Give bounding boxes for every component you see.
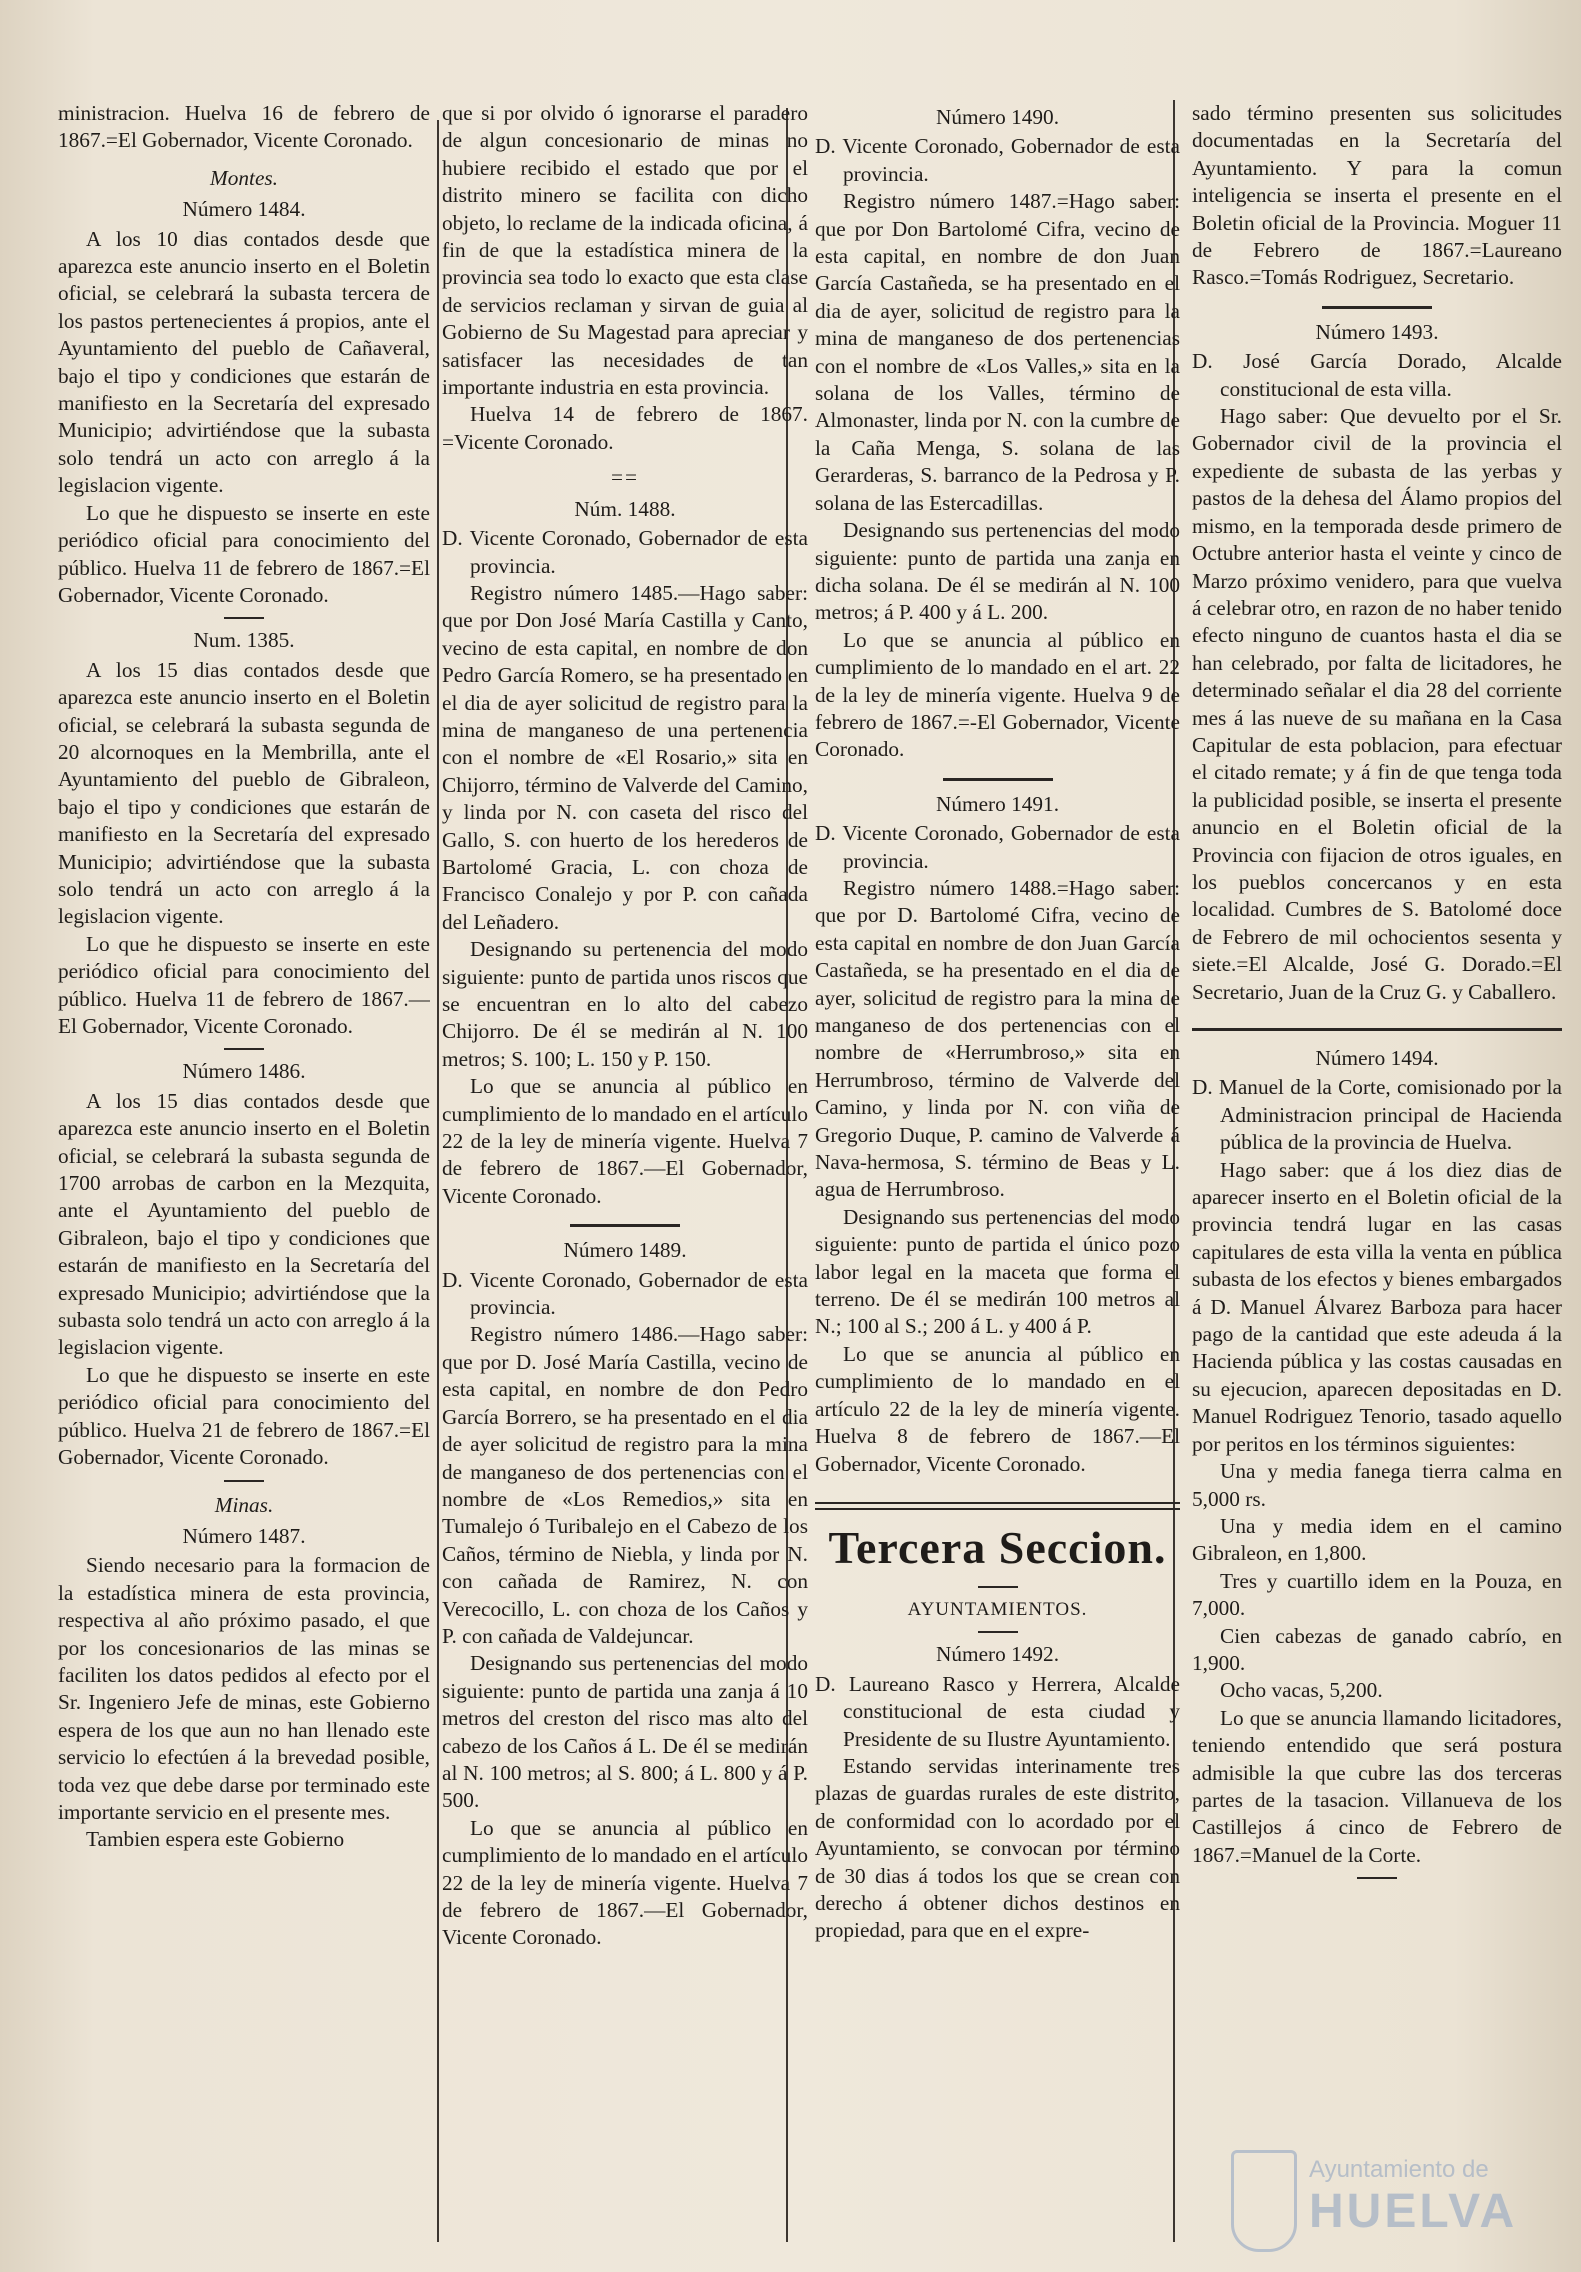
paragraph: Designando sus pertenencias del modo siguiente: punto de partida el único pozo labor legal en la maceta que forma el terreno. De él se medirán 100 metros al N.; 100 al S.; 200 á L. y 400 á P. (815, 1204, 1180, 1339)
notice-number: Núm. 1488. (574, 496, 676, 521)
list-item: Cien cabezas de ganado cabrío, en 1,900. (1192, 1623, 1562, 1675)
notice-header: D. Vicente Coronado, Gobernador de esta provincia. (815, 821, 1180, 873)
paragraph: Registro número 1488.=Hago saber: que por D. Bartolomé Cifra, vecino de esta capital en nombre de don Juan García Castañeda, se ha presentado en el dia de ayer, solicitud de registro para la mina de manganeso de dos pertenencias con el nombre de «Herrumbroso,» sita en Herrumbroso, término de Valverde del Camino, y linda por N. con viña de Gregorio Duque, P. camino de Valverde á Nava-hermosa, S. término de Beas y L. agua de Herrumbroso. (815, 875, 1180, 1202)
notice-number: Número 1492. (935, 1642, 1060, 1667)
list-item: Tres y cuartillo idem en la Pouza, en 7,000. (1192, 1568, 1562, 1621)
notice-number: Número 1487. (182, 1523, 306, 1548)
notice-header: D. Laureano Rasco y Herrera, Alcalde constitucional de esta ciudad y Presidente de su Ilustre Ayuntamiento. (815, 1671, 1180, 1751)
notice-number: Número 1493. (1315, 319, 1439, 344)
paragraph: Siendo necesario para la formacion de la estadística minera de esta provincia, respectiva al año próximo pasado, el que por los concesionarios de las minas se faciliten los datos pedidos al efecto por el Sr. Ingeniero Jefe de minas, este Gobierno espera de los que aun no han llenado este servicio lo efectúen á la brevedad posible, toda vez que debe darse por terminado este importante servicio en el presente mes. (58, 1553, 430, 1824)
paragraph: Designando sus pertenencias del modo siguiente: punto de partida una zanja en dicha solana. De él se medirán al N. 100 metros; á P. 400 y á L. 200. (815, 518, 1180, 625)
paragraph: Lo que se anuncia al público en cumplimiento de lo mandado en el artículo 22 de la ley de minería vigente. Huelva 8 de febrero de 1867.—El Gobernador, Vicente Coronado. (815, 1341, 1180, 1476)
section-heading-montes: Montes. (209, 165, 279, 190)
paragraph: Lo que se anuncia llamando licitadores, teniendo entendido que será postura admisible la que cubre las dos terceras partes de la tasacion. Villanueva de los Castillejos á cinco de Febrero de 1867.=Manuel de la Corte. (1192, 1705, 1562, 1867)
separator (1192, 1028, 1562, 1031)
separator (943, 778, 1053, 781)
paragraph: que si por olvido ó ignorarse el paradero de algun concesionario de minas no hubiere recibido el estado que por el distrito minero se facilita con dicho objeto, lo reclame de la indicada oficina, á fin de que la estadística minera de la provincia sea todo lo exacto que esta clase de servicios reclaman y sirvan de guia al Gobierno de Su Magestad para apreciar y satisfacer las necesidades de tan importante industria en esta provincia. (442, 101, 808, 400)
list-item: Una y media idem en el camino Gibraleon, en 1,800. (1192, 1513, 1562, 1566)
notice-number: Número 1484. (182, 197, 306, 222)
list-item: Ocho vacas, 5,200. (1220, 1678, 1383, 1703)
separator (224, 1480, 264, 1482)
paragraph: Tambien espera este Gobierno (86, 1827, 345, 1852)
list-item: Una y media fanega tierra calma en 5,000 rs. (1192, 1459, 1562, 1511)
watermark (1231, 2144, 1531, 2254)
paragraph: Lo que he dispuesto se inserte en este periódico oficial para conocimiento del público. Huelva 11 de febrero de 1867.—El Gobernador, Vicente Coronado. (58, 931, 430, 1038)
separator (1322, 306, 1432, 309)
column-1 (58, 100, 430, 2272)
paragraph: Lo que se anuncia al público en cumplimiento de lo mandado en el artículo 22 de la ley de minería vigente. Huelva 7 de febrero de 1867.—El Gobernador, Vicente Coronado. (442, 1815, 808, 1950)
section-subtitle: AYUNTAMIENTOS. (907, 1598, 1088, 1620)
paragraph: Registro número 1485.—Hago saber: que por Don José María Castilla y Canto, vecino de esta capital, en nombre de don Pedro García Romero, se ha presentado en el dia de ayer solicitud de registro para la mina de manganeso de una pertenencia con el nombre de «El Rosario,» sita en Chijorro, término de Valverde del Camino, y linda por N. con caseta del risco del Gallo, S. con huerto de los herederos de Bartolomé Gracia, L. con choza de Francisco Conalejo y por P. con cañada del Leñadero. (442, 580, 808, 934)
watermark-line2: HUELVA (1309, 2185, 1518, 2238)
separator: == (610, 465, 640, 490)
separator (224, 617, 264, 619)
notice-number: Num. 1385. (193, 628, 295, 653)
paragraph: Lo que se anuncia al público en cumplimiento de lo mandado en el artículo 22 de la ley de minería vigente. Huelva 7 de febrero de 1867.—El Gobernador, Vicente Coronado. (442, 1074, 808, 1208)
paragraph: Registro número 1486.—Hago saber: que por D. José María Castilla, vecino de esta capital, en nombre de don Pedro García Borrero, se ha presentado en el dia de ayer solicitud de registro para la mina de manganeso de dos pertenencias con el nombre de «Los Remedios,» sita en Tumalejo ó Turibalejo en el Cabezo de los Caños, término de Niebla, y linda por N. con cañada de Ramirez, N. con Verecocillo, L. con choza de los Caños y P. con cañada de Valdejuncar. (442, 1322, 808, 1648)
notice-number: Número 1489. (563, 1238, 687, 1263)
notice-number: Número 1490. (935, 105, 1060, 129)
paragraph: Lo que he dispuesto se inserte en este periódico oficial para conocimiento del público. Huelva 11 de febrero de 1867.=El Gobernador, Vicente Coronado. (58, 500, 430, 607)
paragraph: Lo que se anuncia al público en cumplimiento de lo mandado en el art. 22 de la ley de minería vigente. Huelva 9 de febrero de 1867.=-El Gobernador, Vicente Coronado. (815, 627, 1180, 762)
paragraph: A los 15 dias contados desde que aparezca este anuncio inserto en el Boletin oficial, se celebrará la subasta segunda de 20 alcornoques en la Membrilla, ante el Ayuntamiento del pueblo de Gibraleon, bajo el tipo y condiciones que estarán de manifiesto en la Secretaría del expresado Municipio; advirtiéndose que la subasta solo tendrá un acto con arreglo á la legislacion vigente. (58, 657, 430, 929)
paragraph: Estando servidas interinamente tres plazas de guardas rurales de este distrito, de conformidad con lo acordado por el Ayuntamiento, se convocan por término de 30 dias á todos los que se crean con derecho á obtener dichos destinos en propiedad, para que en el expre- (815, 1753, 1180, 1943)
column-2 (442, 100, 808, 2272)
notice-header: D. Manuel de la Corte, comisionado por la Administracion principal de Hacienda pública de la provincia de Huelva. (1192, 1075, 1562, 1155)
coat-of-arms-icon (1231, 2150, 1297, 2252)
separator (570, 1224, 680, 1227)
separator (224, 1048, 264, 1050)
notice-number: Número 1486. (182, 1059, 306, 1084)
paragraph: A los 10 dias contados desde que aparezca este anuncio inserto en el Boletin oficial, se celebrará la subasta tercera de los pastos pertenecientes á propios, ante el Ayuntamiento del pueblo de Cañaveral, bajo el tipo y condiciones que estarán de manifiesto en la Secretaría del expresado Municipio; advirtiéndose que la subasta solo tendrá un acto con arreglo á la legislacion vigente. (58, 226, 430, 498)
paragraph: Hago saber: Que devuelto por el Sr. Gobernador civil de la provincia el expediente de subasta de las yerbas y pastos de la dehesa del Álamo propios del mismo, en la temporada desde primero de Octubre anterior hasta el veinte y cinco de Marzo próximo venidero, para que vuelva á celebrar otro, en razon de no haber tenido efecto ninguno de cuantos hasta el dia se han celebrado, por falta de licitadores, he determinado señalar el dia 28 del corriente mes á las nueve de su mañana en la Casa Capitular de esta poblacion, para efectuar el citado remate; y á fin de que tenga toda la publicidad posible, se inserta el presente anuncio en el Boletin oficial de la Provincia con fijacion de otros iguales, en los pueblos concercanos y en esta localidad. Cumbres de S. Batolomé doce de Febrero de mil ochocientos sesenta y siete.=El Alcalde, José G. Dorado.=El Secretario, Juan de la Cruz G. y Caballero. (1192, 404, 1562, 1004)
notice-header: D. Vicente Coronado, Gobernador de esta provincia. (815, 134, 1180, 186)
paragraph: A los 15 dias contados desde que aparezca este anuncio inserto en el Boletin oficial, se celebrará la subasta segunda de 1700 arrobas de carbon en la Mezquita, ante el Ayuntamiento del pueblo de Gibraleon, bajo el tipo y condiciones que estarán de manifiesto en la Secretaría del expresado Municipio; advirtiéndose que la subasta solo tendrá un acto con arreglo á la legislacion vigente. (58, 1088, 430, 1360)
paragraph: Huelva 14 de febrero de 1867. =Vicente Coronado. (442, 402, 808, 454)
separator (978, 1586, 1018, 1588)
watermark-line1: Ayuntamiento de (1309, 2156, 1489, 2183)
paragraph: Hago saber: que á los diez dias de aparecer inserto en el Boletin oficial de la provincia tendrá lugar en las casas capitulares de esta villa la venta en pública subasta de los efectos y bienes embargados á D. Manuel Álvarez Barboza para hacer pago de la cantidad que este adeuda á la Hacienda pública y las costas causadas en su ejecucion, aparecen depositadas en D. Manuel Rodriguez Tenorio, tasado aquello por peritos en los términos siguientes: (1192, 1157, 1562, 1456)
paragraph: sado término presenten sus solicitudes documentadas en la Secretaría del Ayuntamiento. Y para la comun inteligencia se inserta el presente en el Boletin oficial de la Provincia. Moguer 11 de Febrero de 1867.=Laureano Rasco.=Tomás Rodriguez, Secretario. (1192, 101, 1562, 290)
section-heading-minas: Minas. (214, 1492, 274, 1517)
column-3 (815, 100, 1180, 2272)
double-rule (815, 1502, 1180, 1510)
column-rule (437, 120, 439, 2242)
separator (1357, 1877, 1397, 1879)
notice-header: D. Vicente Coronado, Gobernador de esta provincia. (442, 1267, 808, 1320)
paragraph: Designando sus pertenencias del modo siguiente: punto de partida una zanja á 10 metros del creston del risco mas alto del cabezo de los Caños á L. De él se medirán al N. 100 metros; al S. 800; á L. 800 y á P. 500. (442, 1651, 808, 1813)
paragraph: ministracion. Huelva 16 de febrero de 1867.=El Gobernador, Vicente Coronado. (58, 101, 430, 153)
column-4 (1192, 100, 1562, 2272)
notice-header: D. José García Dorado, Alcalde constitucional de esta villa. (1192, 349, 1562, 401)
paragraph: Designando su pertenencia del modo siguiente: punto de partida unos riscos que se encuentran en lo alto del cabezo Chijorro. De él se medirán al N. 100 metros; S. 100; L. 150 y P. 150. (442, 937, 808, 1071)
notice-number: Número 1491. (935, 791, 1060, 816)
notice-header: D. Vicente Coronado, Gobernador de esta provincia. (442, 526, 808, 578)
paragraph: Lo que he dispuesto se inserte en este periódico oficial para conocimiento del público. Huelva 21 de febrero de 1867.=El Gobernador, Vicente Coronado. (58, 1362, 430, 1470)
section-title: Tercera Seccion. (828, 1521, 1167, 1573)
separator (978, 1631, 1018, 1633)
notice-number: Número 1494. (1315, 1046, 1439, 1070)
paragraph: Registro número 1487.=Hago saber: que por Don Bartolomé Cifra, vecino de esta capital, en nombre de don Juan García Castañeda, se ha presentado en el dia de ayer, solicitud de registro para la mina de manganeso de dos pertenencias con el nombre de «Los Valles,» sita en la solana de los Valles, término de Almonaster, linda por N. con la cumbre de la Caña Menga, S. solana de las Gerarderas, S. barranco de la Pedrosa y P. solana de las Estercadillas. (815, 189, 1180, 515)
